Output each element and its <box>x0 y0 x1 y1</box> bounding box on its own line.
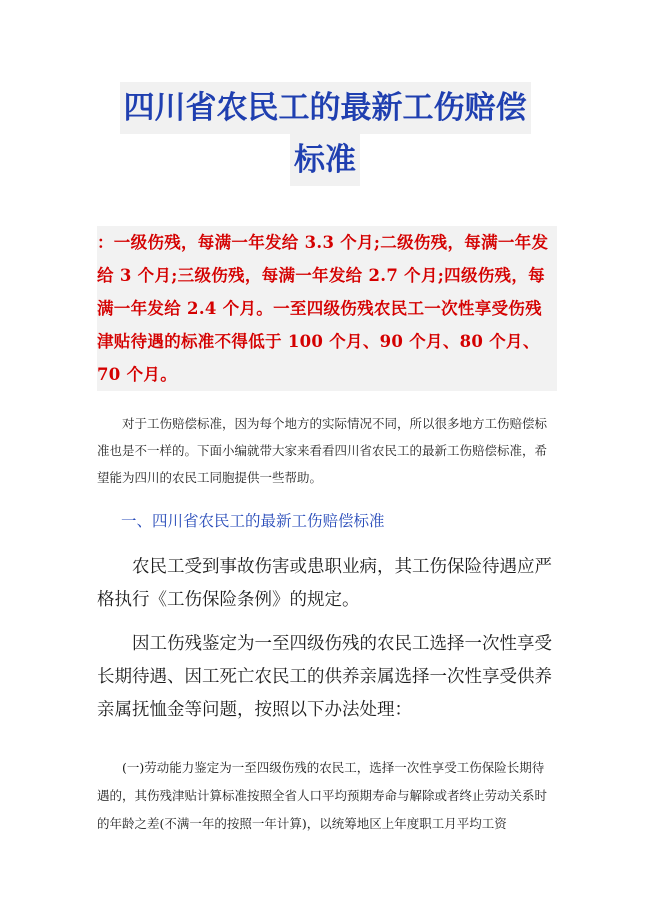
intro-paragraph: 对于工伤赔偿标准，因为每个地方的实际情况不同，所以很多地方工伤赔偿标准也是不一样的。下面小编就带大家来看看四川省农民工的最新工伤赔偿标准，希望能为四川的农民工同胞提供一些帮助。 <box>97 416 548 485</box>
body-paragraph-2: 因工伤残鉴定为一至四级伤残的农民工选择一次性享受长期待遇、因工死亡农民工的供养亲属选择一次性享受供养亲属抚恤金等问题，按照以下办法处理： <box>97 634 552 720</box>
body-paragraph-1: 农民工受到事故伤害或患职业病，其工伤保险待遇应严格执行《工伤保险条例》的规定。 <box>97 557 552 610</box>
document-title <box>0 82 650 186</box>
body-paragraph-3: (一)劳动能力鉴定为一至四级伤残的农民工，选择一次性享受工伤保险长期待遇的，其伤残津贴计算标准按照全省人口平均预期寿命与解除或者终止劳动关系时的年龄之差(不满一年的按照一年计算)，以统筹地区上年度职工月平均工资 <box>97 760 548 831</box>
title-line-2: 标准 <box>290 134 360 186</box>
section-heading: 一、四川省农民工的最新工伤赔偿标准 <box>121 512 385 530</box>
summary-highlight: ：一级伤残，每满一年发给 3.3 个月;二级伤残，每满一年发给 3 个月;三级伤残，每满一年发给 2.7 个月;四级伤残，每满一年发给 2.4 个月。一至四级伤残农民工一次性享受伤残津贴待遇的标准不得低于 100 个月、90 个月、80 个月、70 个月。 <box>97 226 557 391</box>
title-line-1: 四川省农民工的最新工伤赔偿 <box>120 82 531 134</box>
